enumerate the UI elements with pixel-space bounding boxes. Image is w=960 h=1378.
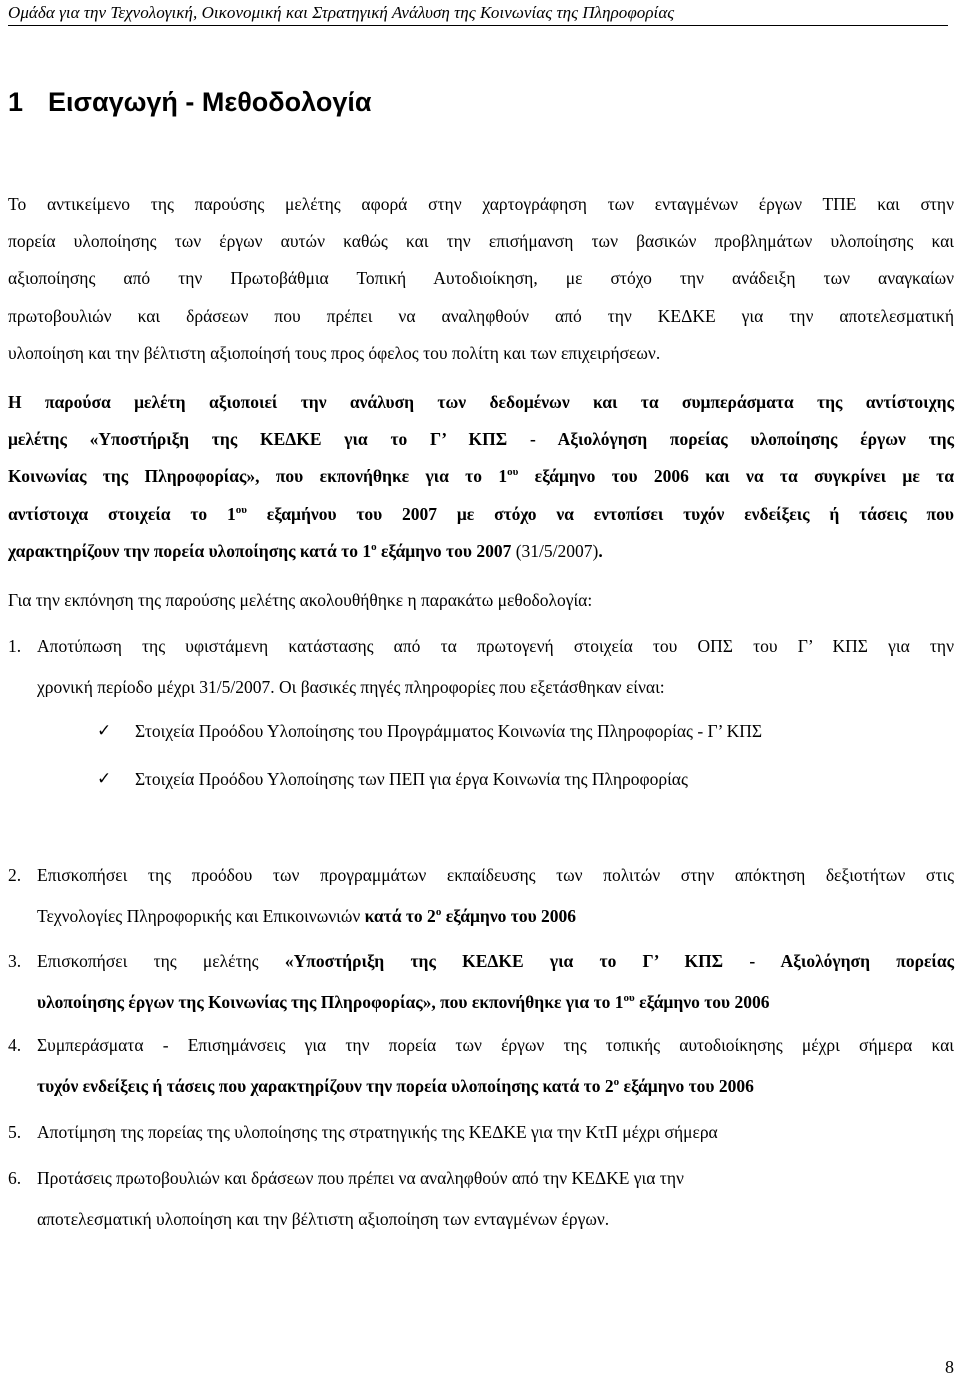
- step-number: 3.: [8, 951, 22, 971]
- summary-paragraph: [8, 384, 954, 570]
- section-number: 1: [8, 87, 24, 117]
- step-line: Συμπεράσματα - Επισημάνσεις για την πορεία των έργων της τοπικής αυτοδιοίκησης μέχρι σήμερα και: [37, 1035, 954, 1055]
- step-number: 2.: [8, 865, 22, 885]
- step-number: 4.: [8, 1035, 22, 1055]
- intro-paragraph: [8, 186, 954, 372]
- step-line: υλοποίησης έργων της Κοινωνίας της Πληροφορίας», που εκπονήθηκε για το $1^{o\upsilon}$ εξάμηνο του 2006: [37, 992, 770, 1012]
- source-label: Στοιχεία Προόδου Υλοποίησης του Προγράμματος Κοινωνία της Πληροφορίας - Γ’ ΚΠΣ: [135, 721, 763, 741]
- intro-line: πρωτοβουλιών και δράσεων που πρέπει να αναληφθούν από την ΚΕΔΚΕ για την αποτελεσματική: [8, 305, 954, 326]
- step-number: 5.: [8, 1122, 22, 1142]
- source-label: Στοιχεία Προόδου Υλοποίησης των ΠΕΠ για έργα Κοινωνία της Πληροφορίας: [135, 769, 688, 789]
- header-rule: [8, 25, 948, 26]
- checkmark-icon: ✓: [97, 721, 112, 741]
- step-line: τυχόν ενδείξεις ή τάσεις που χαρακτηρίζουν την πορεία υλοποίησης κατά το $2^o$ εξάμηνο του 2006: [37, 1076, 754, 1096]
- summary-line: χαρακτηρίζουν την πορεία υλοποίησης κατά το $1^o$ εξάμηνο του 2007 (31/5/2007).: [8, 540, 603, 561]
- page-number: 8: [945, 1357, 954, 1377]
- step-line: Αποτύπωση της υφιστάμενη κατάστασης από τα πρωτογενή στοιχεία του ΟΠΣ του Γ’ ΚΠΣ για την: [37, 636, 954, 656]
- intro-line: αξιοποίησης από την Πρωτοβάθμια Τοπική Αυτοδιοίκηση, με στόχο την ανάδειξη των αναγκαίων: [8, 268, 954, 289]
- step-line: Τεχνολογίες Πληροφορικής και Επικοινωνιών κατά το $2^o$ εξάμηνο του 2006: [37, 906, 577, 926]
- checkmark-icon: ✓: [97, 769, 112, 789]
- step-line: χρονική περίοδο μέχρι 31/5/2007. Οι βασικές πηγές πληροφορίες που εξετάσθηκαν είναι:: [37, 677, 665, 697]
- step-line: Επισκοπήσει της προόδου των προγραμμάτων εκπαίδευσης των πολιτών στην απόκτηση δεξιοτήτων στις: [37, 865, 954, 885]
- step-line: αποτελεσματική υλοποίηση και την βέλτιστη αξιοποίηση των ενταγμένων έργων.: [37, 1209, 610, 1229]
- step-line: Προτάσεις πρωτοβουλιών και δράσεων που πρέπει να αναληφθούν από την ΚΕΔΚΕ για την: [37, 1168, 684, 1188]
- summary-line: Κοινωνίας της Πληροφορίας», που εκπονήθηκε για το $1^{o\upsilon}$ εξάμηνο του 2006 και να τα συγκρίνει με τα: [8, 466, 954, 487]
- section-heading: [8, 86, 371, 118]
- section-title: Εισαγωγή - Μεθοδολογία: [48, 87, 372, 117]
- step-number: 6.: [8, 1168, 22, 1188]
- summary-line: αντίστοιχα στοιχεία το $1^{o\upsilon}$ εξαμήνου του 2007 με στόχο να εντοπίσει τυχόν ενδείξεις ή τάσεις που: [8, 503, 954, 524]
- step-line: Επισκοπήσει της μελέτης «Υποστήριξη της ΚΕΔΚΕ για το Γ’ ΚΠΣ - Αξιολόγηση πορείας: [37, 951, 954, 971]
- intro-line: υλοποίηση και την βέλτιστη αξιοποίησή τους προς όφελος του πολίτη και των επιχειρήσεων.: [8, 342, 661, 363]
- intro-line: Το αντικείμενο της παρούσης μελέτης αφορά στην χαρτογράφηση των ενταγμένων έργων ΤΠΕ και στην: [8, 194, 954, 214]
- intro-line: πορεία υλοποίησης των έργων αυτών καθώς και την επισήμανση των βασικών προβλημάτων υλοποίησης και: [8, 231, 954, 252]
- summary-line: Η παρούσα μελέτη αξιοποιεί την ανάλυση των δεδομένων και τα συμπεράσματα της αντίστοιχης: [8, 392, 954, 412]
- step-number: 1.: [8, 636, 22, 656]
- step-line: Αποτίμηση της πορείας της υλοποίησης της στρατηγικής της ΚΕΔΚΕ για την ΚτΠ μέχρι σήμερα: [37, 1122, 718, 1142]
- running-header: Ομάδα για την Τεχνολογική, Οικονομική και Στρατηγική Ανάλυση της Κοινωνίας της Πληροφορίας: [8, 3, 675, 22]
- summary-line: μελέτης «Υποστήριξη της ΚΕΔΚΕ για το Γ’ ΚΠΣ - Αξιολόγηση πορείας υλοποίησης έργων της: [8, 429, 954, 450]
- methodology-intro: Για την εκπόνηση της παρούσης μελέτης ακολουθήθηκε η παρακάτω μεθοδολογία:: [8, 590, 593, 610]
